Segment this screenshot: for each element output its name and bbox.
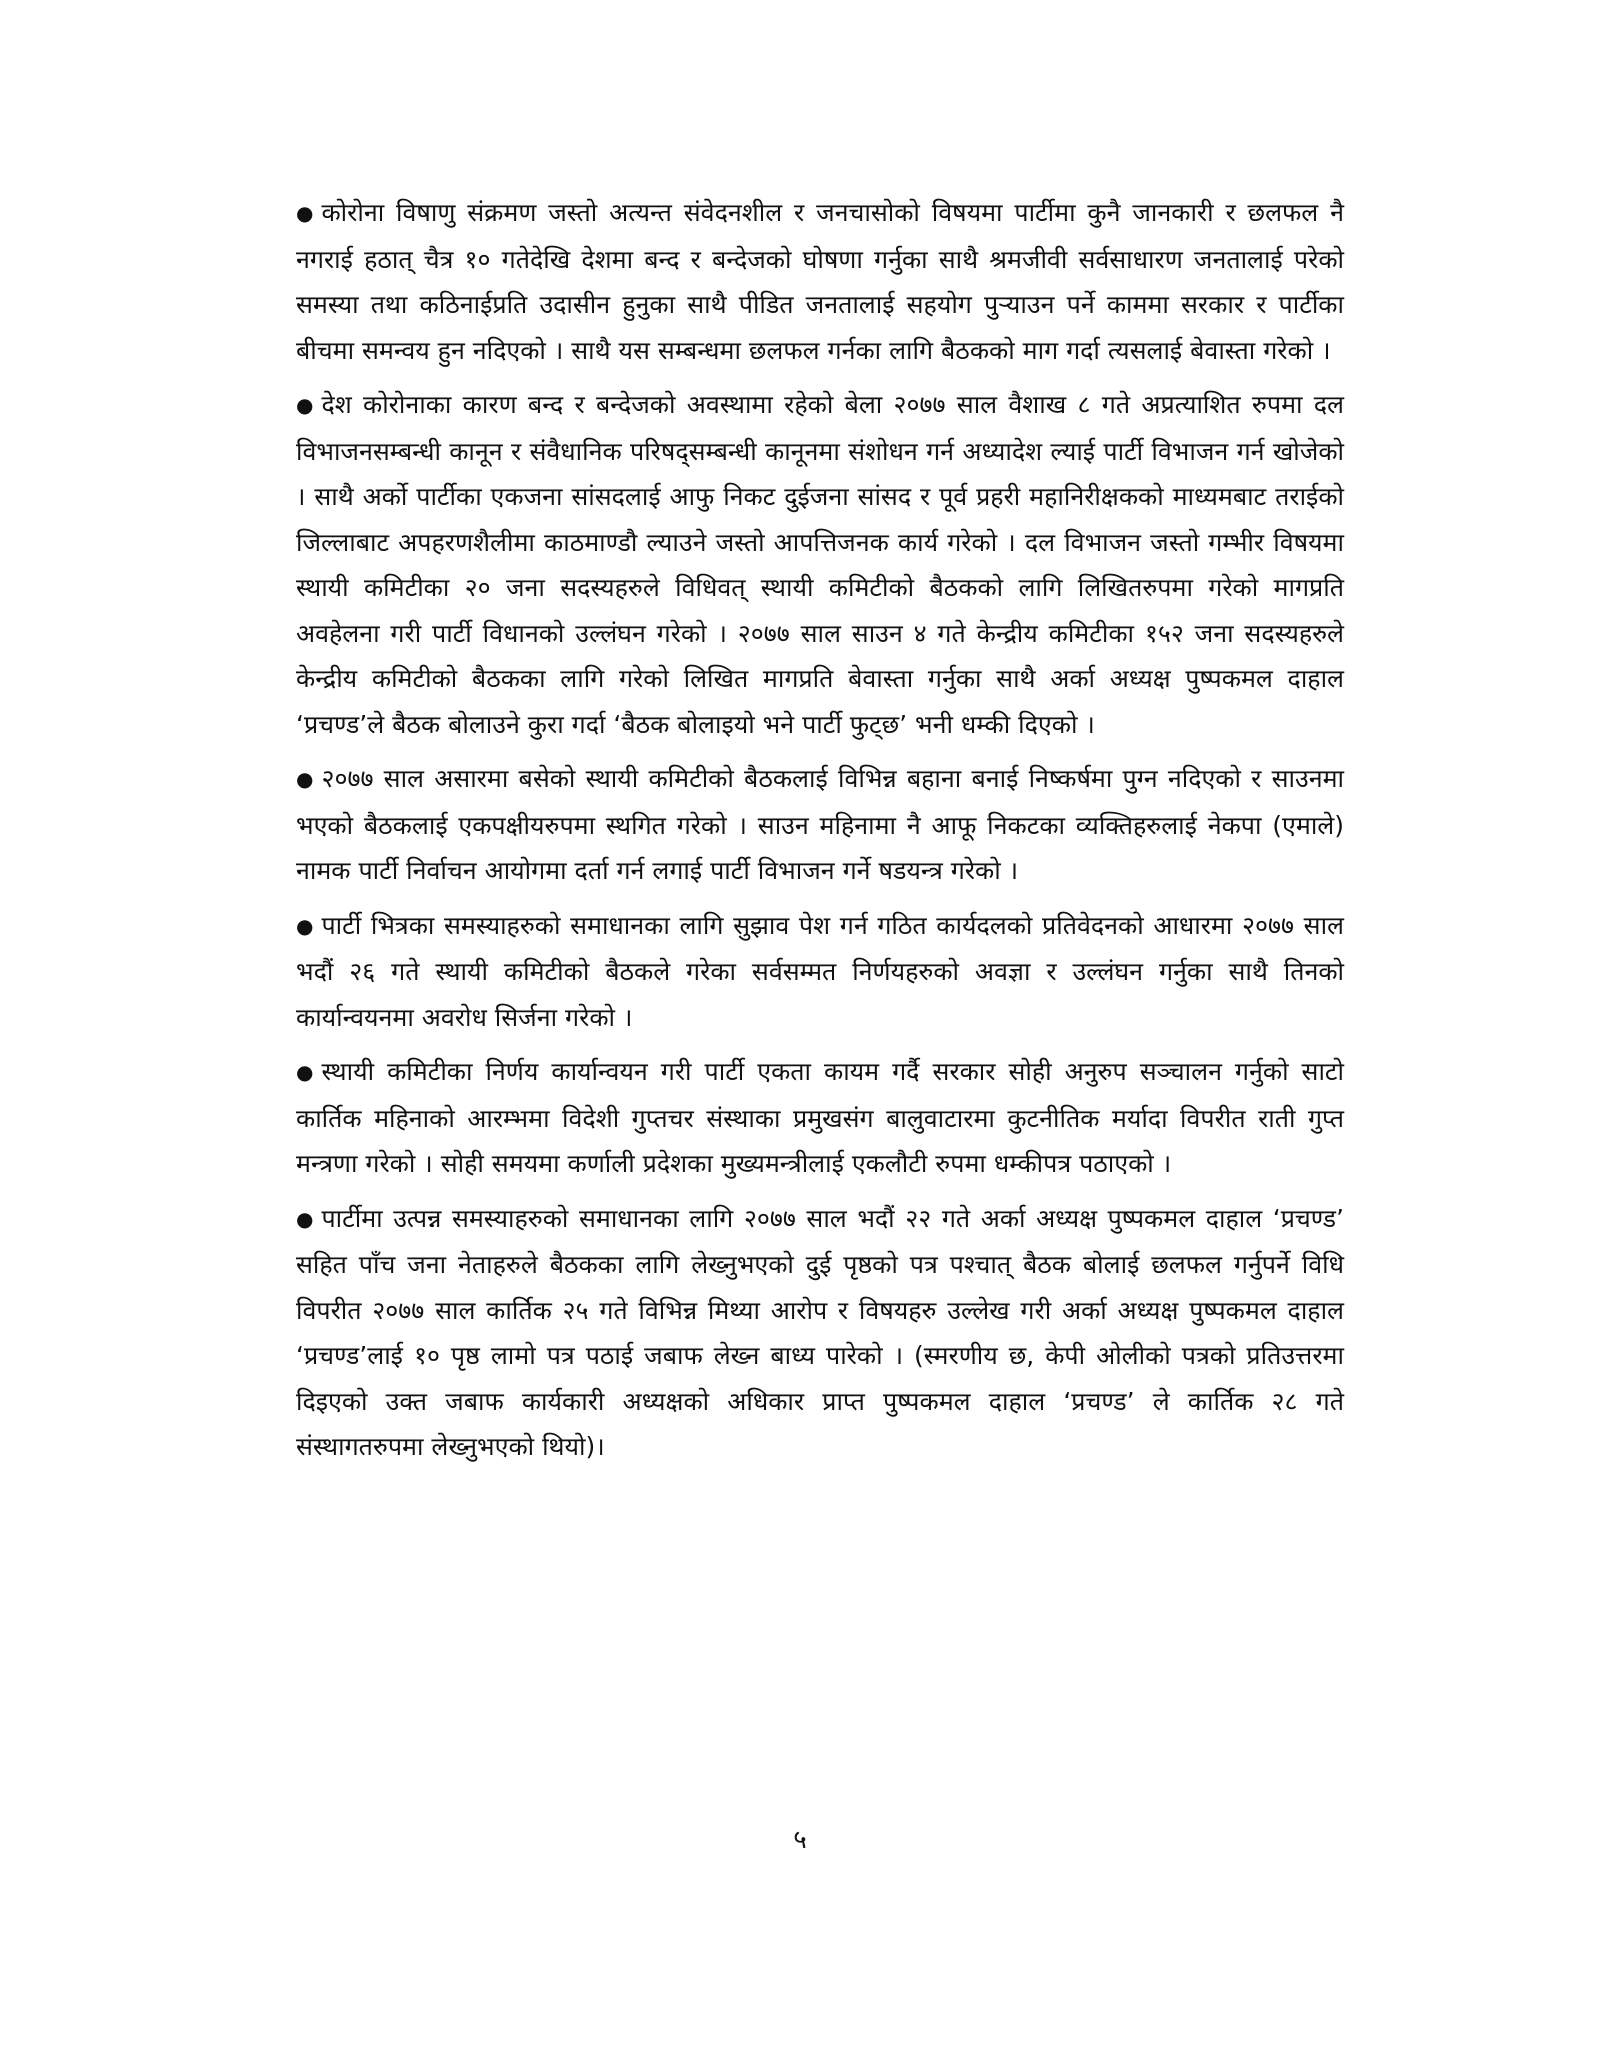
point-text: पार्टी भित्रका समस्याहरुको समाधानका लागि सुझाव पेश गर्न गठित कार्यदलको प्रतिवेदनको आधारमा २०७७ साल भदौं २६ गते स्थायी कमिटीको बैठकले गरेका सर्वसम्मत निर्णयहरुको अवज्ञा र उल्लंघन गर्नुका साथै तिनको कार्यान्वयनमा अवरोध सिर्जना गरेको । [296,910,1344,1032]
bullet-point-2 [296,382,1344,747]
point-text: स्थायी कमिटीका निर्णय कार्यान्वयन गरी पार्टी एकता कायम गर्दै सरकार सोही अनुरुप सञ्चालन गर्नुको साटो कार्तिक महिनाको आरम्भमा विदेशी गुप्तचर संस्थाका प्रमुखसंग बालुवाटारमा कुटनीतिक मर्यादा विपरीत राती गुप्त मन्त्रणा गरेको । सोही समयमा कर्णाली प्रदेशका मुख्यमन्त्रीलाई एकलौटी रुपमा धम्कीपत्र पठाएको । [296,1057,1344,1178]
document-body [296,190,1344,1479]
bullet-icon: ● [296,767,314,791]
bullet-point-6 [296,1196,1344,1470]
bullet-icon: ● [296,1060,314,1084]
bullet-point-1 [296,190,1344,373]
bullet-icon: ● [296,1206,314,1231]
bullet-icon: ● [296,201,314,225]
point-text: २०७७ साल असारमा बसेको स्थायी कमिटीको बैठकलाई विभिन्न बहाना बनाई निष्कर्षमा पुग्न नदिएको र साउनमा भएको बैठकलाई एकपक्षीयरुपमा स्थगित गरेको । साउन महिनामा नै आफू निकटका व्यक्तिहरुलाई नेकपा (एमाले) नामक पार्टी निर्वाचन आयोगमा दर्ता गर्न लगाई पार्टी विभाजन गर्ने षडयन्त्र गरेको । [296,764,1344,885]
point-text: पार्टीमा उत्पन्न समस्याहरुको समाधानका लागि २०७७ साल भदौं २२ गते अर्का अध्यक्ष पुष्पकमल दाहाल ‘प्रचण्ड’ सहित पाँच जना नेताहरुले बैठकका लागि लेख्नुभएको दुई पृष्ठको पत्र पश्चात् बैठक बोलाई छलफल गर्नुपर्ने विधि विपरीत २०७७ साल कार्तिक २५ गते विभिन्न मिथ्या आरोप र विषयहरु उल्लेख गरी अर्का अध्यक्ष पुष्पकमल दाहाल ‘प्रचण्ड’लाई १० पृष्ठ लामो पत्र पठाई जबाफ लेख्न बाध्य पारेको । (स्मरणीय छ, केपी ओलीको पत्रको प्रतिउत्तरमा दिइएको उक्त जबाफ कार्यकारी अध्यक्षको अधिकार प्राप्त पुष्पकमल दाहाल ‘प्रचण्ड’ ले कार्तिक २८ गते संस्थागतरुपमा लेख्नुभएको थियो)। [296,1203,1344,1461]
bullet-icon: ● [296,913,314,938]
page-number: ५ [793,1825,807,1855]
bullet-point-3 [296,756,1344,894]
bullet-icon: ● [296,393,314,417]
bullet-point-4 [296,903,1344,1041]
point-text: कोरोना विषाणु संक्रमण जस्तो अत्यन्त संवेदनशील र जनचासोको विषयमा पार्टीमा कुनै जानकारी र छलफल नै नगराई हठात् चैत्र १० गतेदेखि देशमा बन्द र बन्देजको घोषणा गर्नुका साथै श्रमजीवी सर्वसाधारण जनतालाई परेको समस्या तथा कठिनाईप्रति उदासीन हुनुका साथै पीडित जनतालाई सहयोग पुऱ्याउन पर्ने काममा सरकार र पार्टीका बीचमा समन्वय हुन नदिएको । साथै यस सम्बन्धमा छलफल गर्नका लागि बैठकको माग गर्दा त्यसलाई बेवास्ता गरेको । [296,198,1344,365]
bullet-point-5 [296,1049,1344,1187]
point-text: देश कोरोनाका कारण बन्द र बन्देजको अवस्थामा रहेको बेला २०७७ साल वैशाख ८ गते अप्रत्याशित रुपमा दल विभाजनसम्बन्धी कानून र संवैधानिक परिषद्सम्बन्धी कानूनमा संशोधन गर्न अध्यादेश ल्याई पार्टी विभाजन गर्न खोजेको । साथै अर्को पार्टीका एकजना सांसदलाई आफु निकट दुईजना सांसद र पूर्व प्रहरी महानिरीक्षकको माध्यमबाट तराईको जिल्लाबाट अपहरणशैलीमा काठमाण्डौ ल्याउने जस्तो आपत्तिजनक कार्य गरेको । दल विभाजन जस्तो गम्भीर विषयमा स्थायी कमिटीका २० जना सदस्यहरुले विधिवत् स्थायी कमिटीको बैठकको लागि लिखितरुपमा गरेको मागप्रति अवहेलना गरी पार्टी विधानको उल्लंघन गरेको । २०७७ साल साउन ४ गते केन्द्रीय कमिटीका १५२ जना सदस्यहरुले केन्द्रीय कमिटीको बैठकका लागि गरेको लिखित मागप्रति बेवास्ता गर्नुका साथै अर्का अध्यक्ष पुष्पकमल दाहाल ‘प्रचण्ड’ले बैठक बोलाउने कुरा गर्दा ‘बैठक बोलाइयो भने पार्टी फुट्छ’ भनी धम्की दिएको । [296,390,1344,739]
